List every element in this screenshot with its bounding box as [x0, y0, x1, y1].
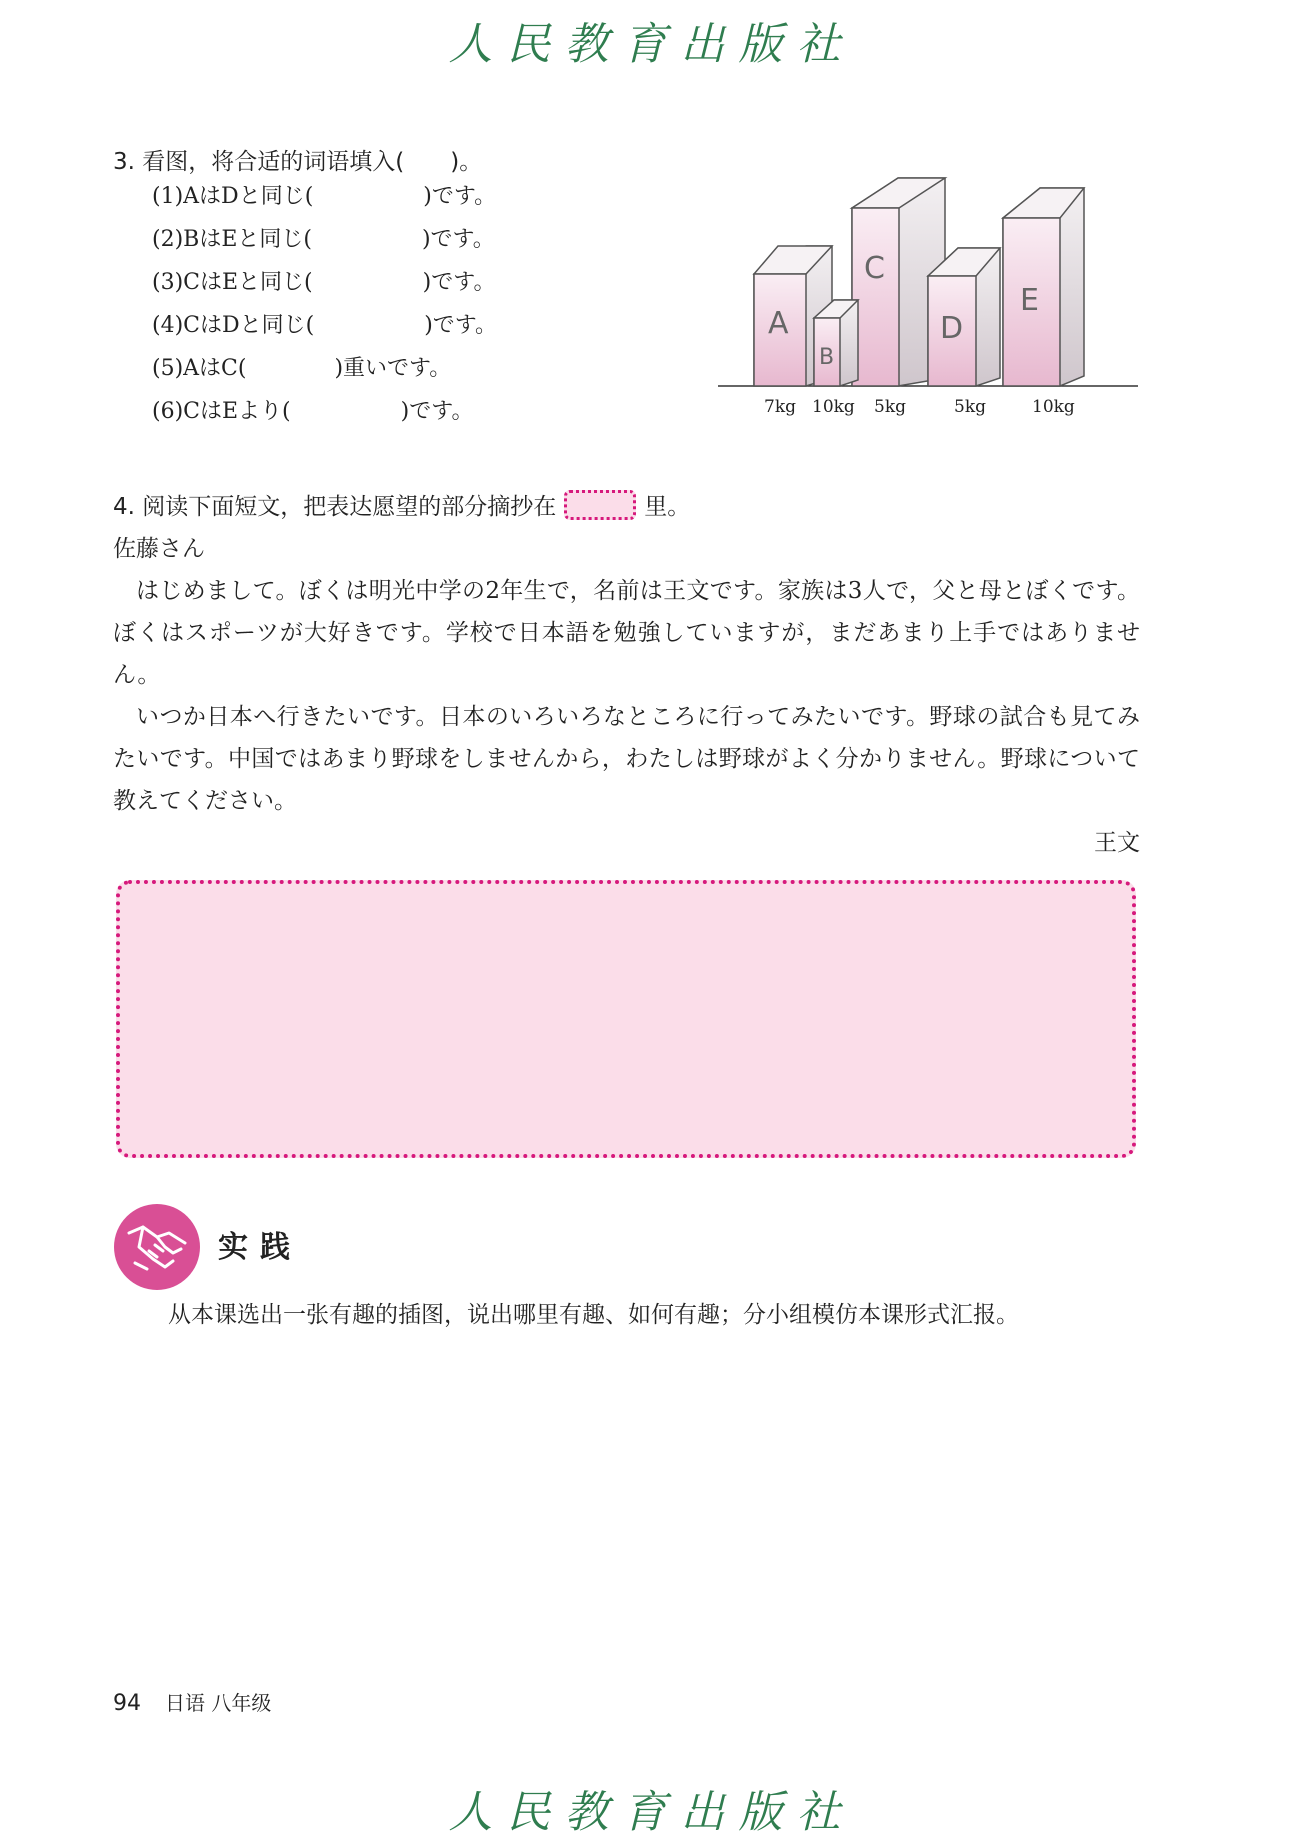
letter-paragraph: いつか日本へ行きたいです。日本のいろいろなところに行ってみたいです。野球の試合も見てみたいです。中国ではあまり野球をしませんから，わたしは野球がよく分かりません。野球について教えてください。	[113, 704, 1140, 814]
practice-title: 实践	[218, 1230, 302, 1265]
box-e	[1003, 188, 1084, 386]
letter-signature: 王文	[1094, 830, 1140, 856]
box-weight: 10kg	[812, 397, 855, 417]
box-b	[814, 300, 858, 386]
publisher-logo-top: 人民教育出版社	[448, 19, 855, 70]
book-title: 日语 八年级	[165, 1691, 272, 1715]
box-weight: 10kg	[1032, 397, 1075, 417]
box-letter: E	[1020, 283, 1039, 318]
question-3-item: (3)CはEと同じ( )です。	[152, 270, 496, 295]
box-letter: A	[768, 306, 789, 341]
publisher-logo-bottom: 人民教育出版社	[448, 1787, 855, 1838]
dotted-box-marker	[564, 490, 636, 520]
page-footer	[113, 1687, 271, 1716]
practice-instruction: 从本课选出一张有趣的插图，说出哪里有趣、如何有趣；分小组模仿本课形式汇报。	[168, 1302, 1019, 1328]
box-letter: D	[940, 311, 964, 346]
answer-box[interactable]	[116, 880, 1136, 1158]
boxes-illustration	[718, 168, 1138, 418]
question-4-title-text: 4. 阅读下面短文，把表达愿望的部分摘抄在	[113, 494, 557, 520]
question-3-item: (4)CはDと同じ( )です。	[152, 313, 498, 338]
letter-passage	[113, 528, 1140, 864]
question-3-item: (5)AはC( )重いです。	[152, 356, 452, 381]
box-weight: 5kg	[874, 397, 906, 417]
box-letter: C	[864, 251, 885, 286]
question-3-item: (6)CはEより( )です。	[152, 399, 474, 424]
box-weight: 7kg	[764, 397, 796, 417]
box-weight: 5kg	[954, 397, 986, 417]
letter-paragraph: はじめまして。ぼくは明光中学の2年生で，名前は王文です。家族は3人で，父と母とぼくです。ぼくはスポーツが大好きです。学校で日本語を勉強していますが，まだあまり上手ではありません。	[113, 578, 1140, 688]
question-4-title-suffix: 里。	[644, 494, 691, 520]
handshake-icon	[113, 1203, 201, 1291]
box-letter: B	[819, 345, 835, 370]
page-number: 94	[113, 1691, 141, 1716]
question-3-item: (1)AはDと同じ( )です。	[152, 184, 497, 209]
question-3-title: 3. 看图，将合适的词语填入( )。	[113, 149, 483, 175]
question-3-item: (2)BはEと同じ( )です。	[152, 227, 495, 252]
letter-greeting: 佐藤さん	[113, 536, 205, 562]
box-d	[928, 248, 1000, 386]
question-3-list	[152, 182, 497, 440]
question-4-title	[113, 488, 690, 521]
